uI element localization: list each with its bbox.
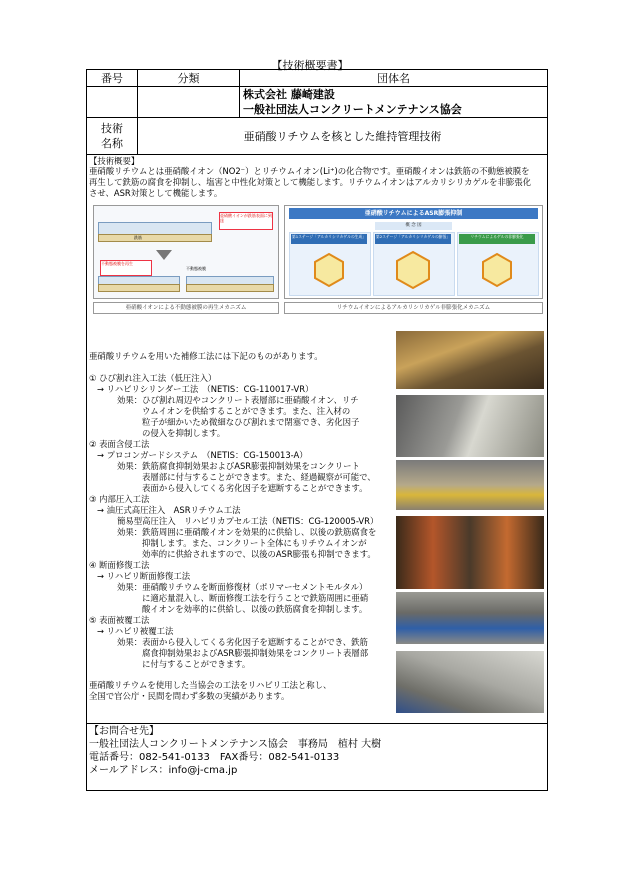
passive-film-diagram [93, 205, 279, 299]
method3-subtitle2: 簡易型高圧注入 リハビリカプセル工法（NETIS：CG-120005-VR） [117, 516, 379, 526]
category-cell [138, 87, 240, 118]
photo-capsule-injection [396, 516, 544, 589]
right-figure-caption: リチウムイオンによるアルカリシリカゲル非膨張化メカニズム [284, 302, 543, 314]
method1-subtitle: → リハビリシリンダー工法 （NETIS：CG-110017-VR） [97, 384, 314, 394]
method2-subtitle: → プロコンガードシステム （NETIS：CG-150013-A） [97, 450, 308, 460]
org-name-1: 株式会社 藤崎建設 [243, 88, 335, 101]
asr-diagram [284, 205, 543, 299]
summary-table [86, 69, 548, 791]
method5-effect1: 効果：表面から侵入してくる劣化因子を遮断することができ、鉄筋 [117, 637, 368, 647]
method5-subtitle: → リハビリ被覆工法 [97, 626, 174, 636]
method4-effect3: 酸イオンを効率的に供給し、以後の鉄筋腐食を抑制します。 [142, 604, 368, 614]
overview-line2: 再生して鉄筋の腐食を抑制し、塩害と中性化対策として機能します。リチウムイオンはアルカリシリカゲルを非膨張化 [89, 177, 531, 187]
left-figure-caption: 亜硝酸イオンによる不動態被膜の再生メカニズム [93, 302, 279, 314]
overview-line1: 亜硝酸リチウムとは亜硝酸イオン（NO2⁻）とリチウムイオン(Li⁺)の化合物です。亜硝酸イオンは鉄筋の不動態被膜を [89, 166, 530, 176]
closing-line1: 亜硝酸リチウムを使用した当協会の工法をリハビリ工法と称し、 [89, 680, 332, 690]
closing-line2: 全国で官公庁・民間を問わず多数の実績があります。 [89, 691, 290, 701]
document-title: 【技術概要書】 [271, 59, 349, 72]
stage3-label: リチウムによるゲルの非膨張化 [459, 234, 535, 244]
method3-subtitle1: → 油圧式高圧注入 ASRリチウム工法 [97, 505, 241, 515]
contact-org: 一般社団法人コンクリートメンテナンス協会 事務局 植村 大樹 [89, 739, 382, 750]
method4-title: ④ 断面修復工法 [89, 560, 150, 570]
method2-title: ② 表面含侵工法 [89, 439, 150, 449]
overview-line3: させ、ASR対策として機能します。 [89, 188, 223, 198]
method5-effect3: に付与することができます。 [142, 659, 251, 669]
col-category-header: 分類 [138, 70, 240, 87]
asr-diagram-title: 亜硝酸リチウムによるASR膨張抑制 [289, 208, 538, 219]
tech-label-line2: 名称 [101, 137, 123, 150]
tech-label-line1: 技術 [101, 122, 123, 135]
method5-effect2: 腐食抑制効果およびASR膨張抑制効果をコンクリート表層部 [142, 648, 369, 658]
method1-effect1: 効果：ひび割れ周辺やコンクリート表層部に亜硝酸イオン、リチ [117, 395, 359, 405]
methods-intro: 亜硝酸リチウムを用いた補修工法には下記のものがあります。 [89, 351, 323, 361]
method1-effect2: ウムイオンを供給することができます。また、注入材の [142, 406, 351, 416]
org-name-2: 一般社団法人コンクリートメンテナンス協会 [243, 103, 462, 116]
photo-section-repair [396, 592, 544, 644]
box-label-rebar: 鉄筋 [134, 235, 142, 240]
method3-effect1: 効果：鉄筋周囲に亜硝酸イオンを効果的に供給し、以後の鉄筋腐食を [117, 527, 377, 537]
method1-title: ① ひび割れ注入工法（低圧注入） [89, 373, 217, 383]
contact-section [87, 724, 548, 791]
method1-effect4: の侵入を抑制します。 [142, 428, 226, 438]
method4-subtitle: → リハビリ断面修復工法 [97, 571, 191, 581]
number-cell [87, 87, 138, 118]
stage2-label: 第2ステージ「アルカリシリカゲルの膨張」 [375, 234, 451, 244]
contact-email[interactable]: メールアドレス：info@j-cma.jp [89, 765, 238, 776]
col-org-header: 団体名 [240, 70, 548, 87]
method3-title: ③ 内部圧入工法 [89, 494, 150, 504]
photo-crack-injection [396, 331, 544, 389]
tech-name-label [87, 118, 138, 155]
stage1-label: 第1ステージ「アルカリシリカゲルの生成」 [291, 234, 367, 244]
method4-effect1: 効果：亜硝酸リチウムを断面修復材（ポリマーセメントモルタル） [117, 582, 368, 592]
asr-diagram-subtitle: 概 念 図 [375, 222, 452, 230]
photo-surface-coating [396, 651, 544, 713]
col-number-header: 番号 [87, 70, 138, 87]
tech-name-value: 亜硝酸リチウムを核とした維持管理技術 [138, 118, 548, 155]
method3-effect3: 効率的に供給されますので、以後のASR膨張も抑制できます。 [142, 549, 376, 559]
box-label-film: 不動態被膜 [186, 266, 206, 271]
overview-section [87, 155, 548, 724]
contact-phone: 電話番号：082-541-0133 FAX番号：082-541-0133 [89, 752, 340, 763]
method2-effect3: 表面から侵入してくる劣化因子を遮断することができます。 [142, 483, 368, 493]
org-cell [240, 87, 548, 118]
callout-note1: 亜硝酸イオンが鉄筋表面に到達 [219, 212, 273, 230]
photo-surface-impregnation [396, 395, 544, 457]
method4-effect2: に適応量混入し、断面修復工法を行うことで鉄筋周囲に亜硝 [142, 593, 369, 603]
contact-heading: 【お問合せ先】 [89, 726, 159, 737]
method3-effect2: 抑制します。また、コンクリート全体にもリチウムイオンが [142, 538, 367, 548]
method2-effect2: 表層部に付与することができます。また、経過観察が可能で、 [142, 472, 376, 482]
photo-pressure-injection [396, 460, 544, 510]
asr-hexagons [289, 246, 538, 294]
method2-effect1: 効果：鉄筋腐食抑制効果およびASR膨張抑制効果をコンクリート [117, 461, 360, 471]
method1-effect3: 粒子が細かいため微細なひび割れまで閉塞でき、劣化因子 [142, 417, 360, 427]
method5-title: ⑤ 表面被覆工法 [89, 615, 150, 625]
callout-note2: 不動態被膜を再生 [100, 260, 152, 276]
overview-heading: 【技術概要】 [89, 156, 140, 166]
